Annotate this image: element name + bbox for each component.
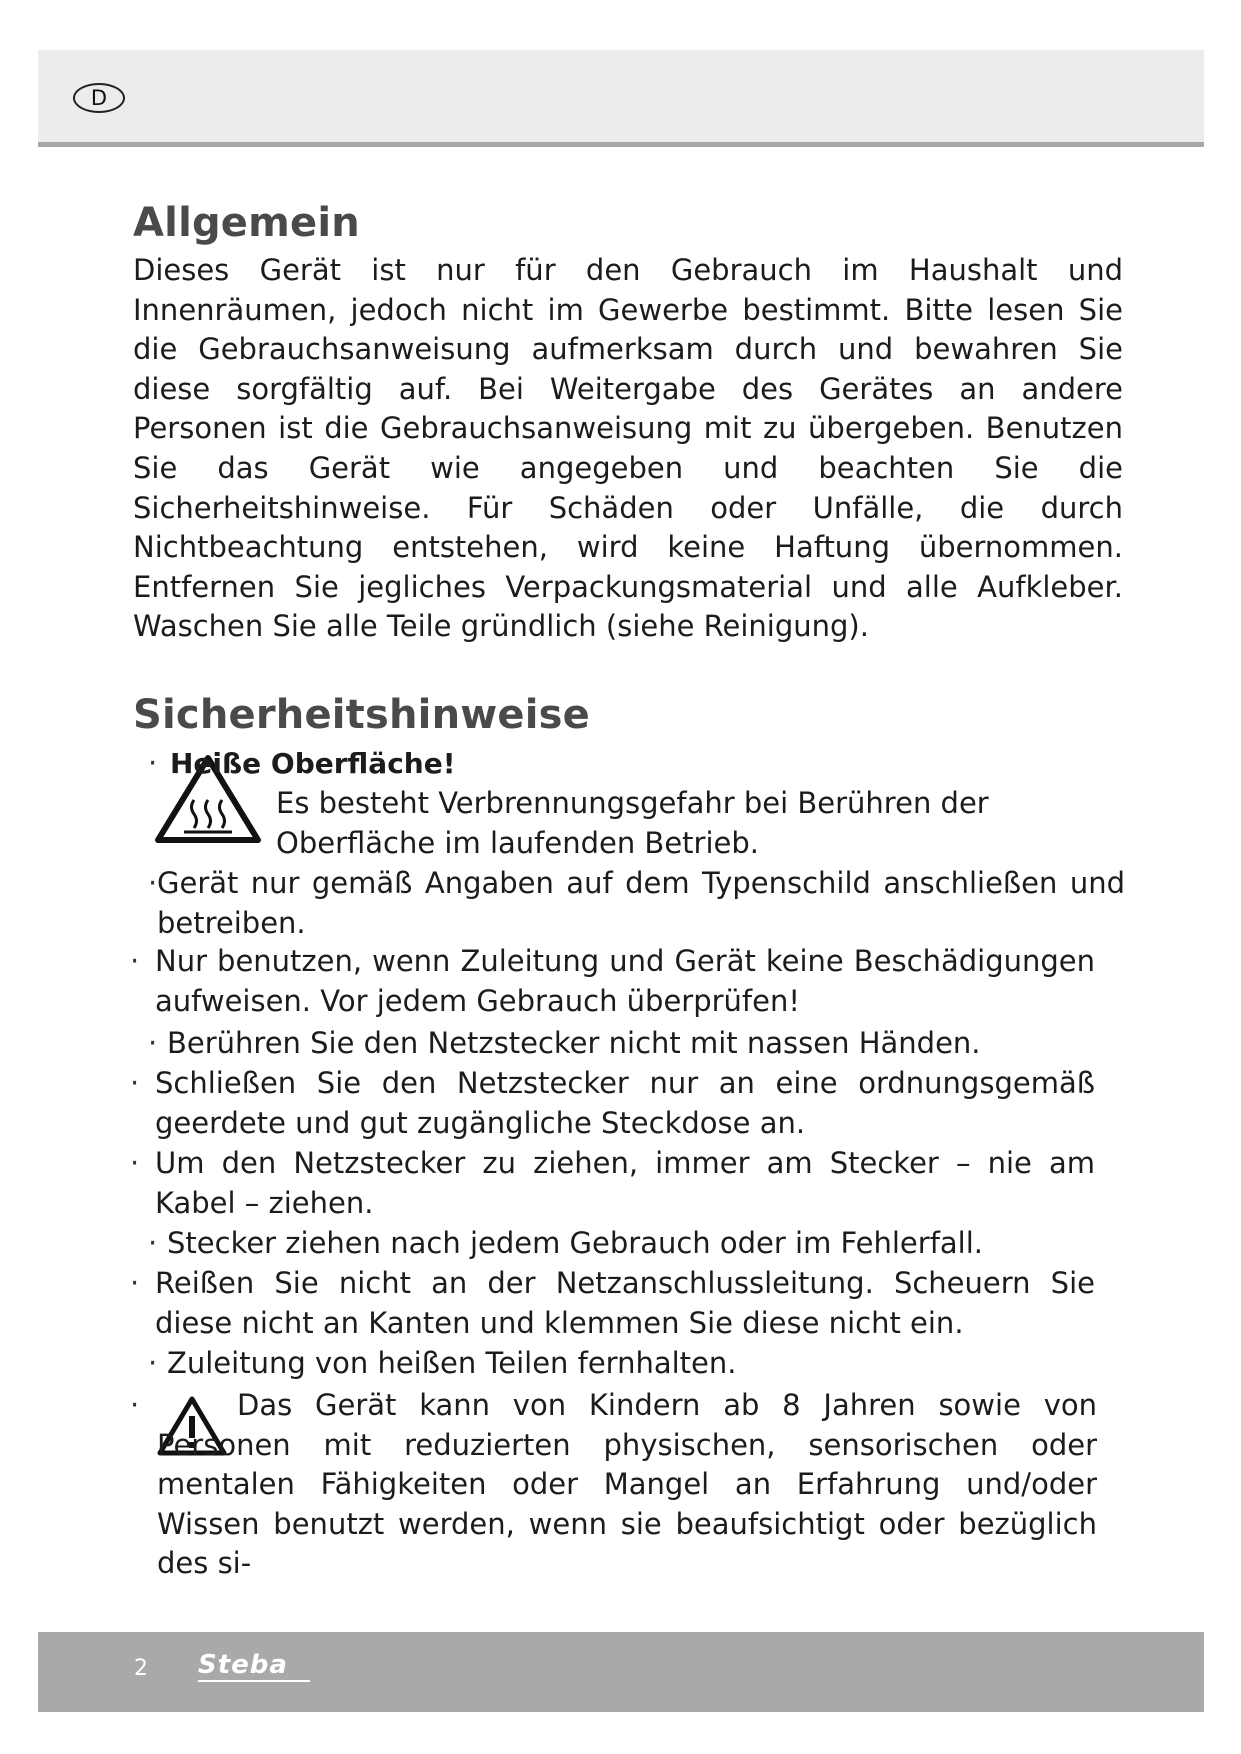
hot-surface-title: Heiße Oberfläche!: [170, 747, 456, 780]
bullet: ·: [130, 1146, 140, 1180]
bullet: ·: [130, 1066, 140, 1100]
safety-item: Berühren Sie den Netzstecker nicht mit nassen Händen.: [167, 1026, 981, 1060]
general-text: Dieses Gerät ist nur für den Gebrauch im Haushalt und Innenräumen, jedoch nicht im Gewerbe bestimmt. Bitte lesen Sie die Gebrauchsanweisung aufmerksam durch und bewahren Sie diese sorgfältig auf. Bei Weitergabe des Gerätes an andere Personen ist die Gebrauchsanweisung mit zu übergeben. Benutzen Sie das Gerät wie angegeben und beachten Sie die Sicherheitshinweise. Für Schäden oder Unfälle, die durch Nichtbeachtung entstehen, wird keine Haftung übernommen. Entfernen Sie jegliches Verpackungsmaterial und alle Aufkleber. Waschen Sie alle Teile gründlich (siehe Reinigung).: [133, 253, 1123, 644]
children-warning-text: Das Gerät kann von Kindern ab 8 Jahren sowie von Personen mit reduzierten physischen, sensorischen oder mentalen Fähigkeiten oder Mangel an Erfahrung und/oder Wissen benutzt werden, wenn sie beaufsichtigt oder bezüglich des si-: [157, 1388, 1097, 1580]
safety-item: Gerät nur gemäß Angaben auf dem Typenschild anschließen und betreiben.: [157, 866, 1125, 940]
bullet: ·: [148, 1026, 158, 1060]
bullet: ·: [148, 866, 158, 900]
heading-general: Allgemein: [133, 200, 360, 246]
language-badge: D: [73, 83, 125, 113]
safety-item: Schließen Sie den Netzstecker nur an eine ordnungsgemäß geerdete und gut zugängliche Steckdose an.: [155, 1066, 1095, 1140]
page-header: [38, 50, 1204, 147]
brand-logo: Steba: [198, 1650, 288, 1680]
safety-item: Nur benutzen, wenn Zuleitung und Gerät keine Beschädigungen aufweisen. Vor jedem Gebrauch überprüfen!: [155, 944, 1095, 1018]
page-number: 2: [134, 1656, 148, 1681]
bullet: ·: [148, 1346, 158, 1380]
bullet: ·: [130, 944, 140, 978]
hot-surface-text: Es besteht Verbrennungsgefahr bei Berühren der Oberfläche im laufenden Betrieb.: [276, 786, 989, 860]
bullet: ·: [148, 746, 158, 780]
bullet: ·: [130, 1388, 140, 1422]
bullet: ·: [130, 1266, 140, 1300]
bullet: ·: [148, 1226, 158, 1260]
safety-item: Um den Netzstecker zu ziehen, immer am Stecker – nie am Kabel – ziehen.: [155, 1146, 1095, 1220]
safety-item: Reißen Sie nicht an der Netzanschlussleitung. Scheuern Sie diese nicht an Kanten und klemmen Sie diese nicht ein.: [155, 1266, 1095, 1340]
page-footer: [38, 1632, 1204, 1712]
safety-item: Zuleitung von heißen Teilen fernhalten.: [167, 1346, 737, 1380]
heading-safety: Sicherheitshinweise: [133, 692, 591, 738]
brand-underline: [198, 1680, 310, 1682]
safety-item: Stecker ziehen nach jedem Gebrauch oder im Fehlerfall.: [167, 1226, 984, 1260]
